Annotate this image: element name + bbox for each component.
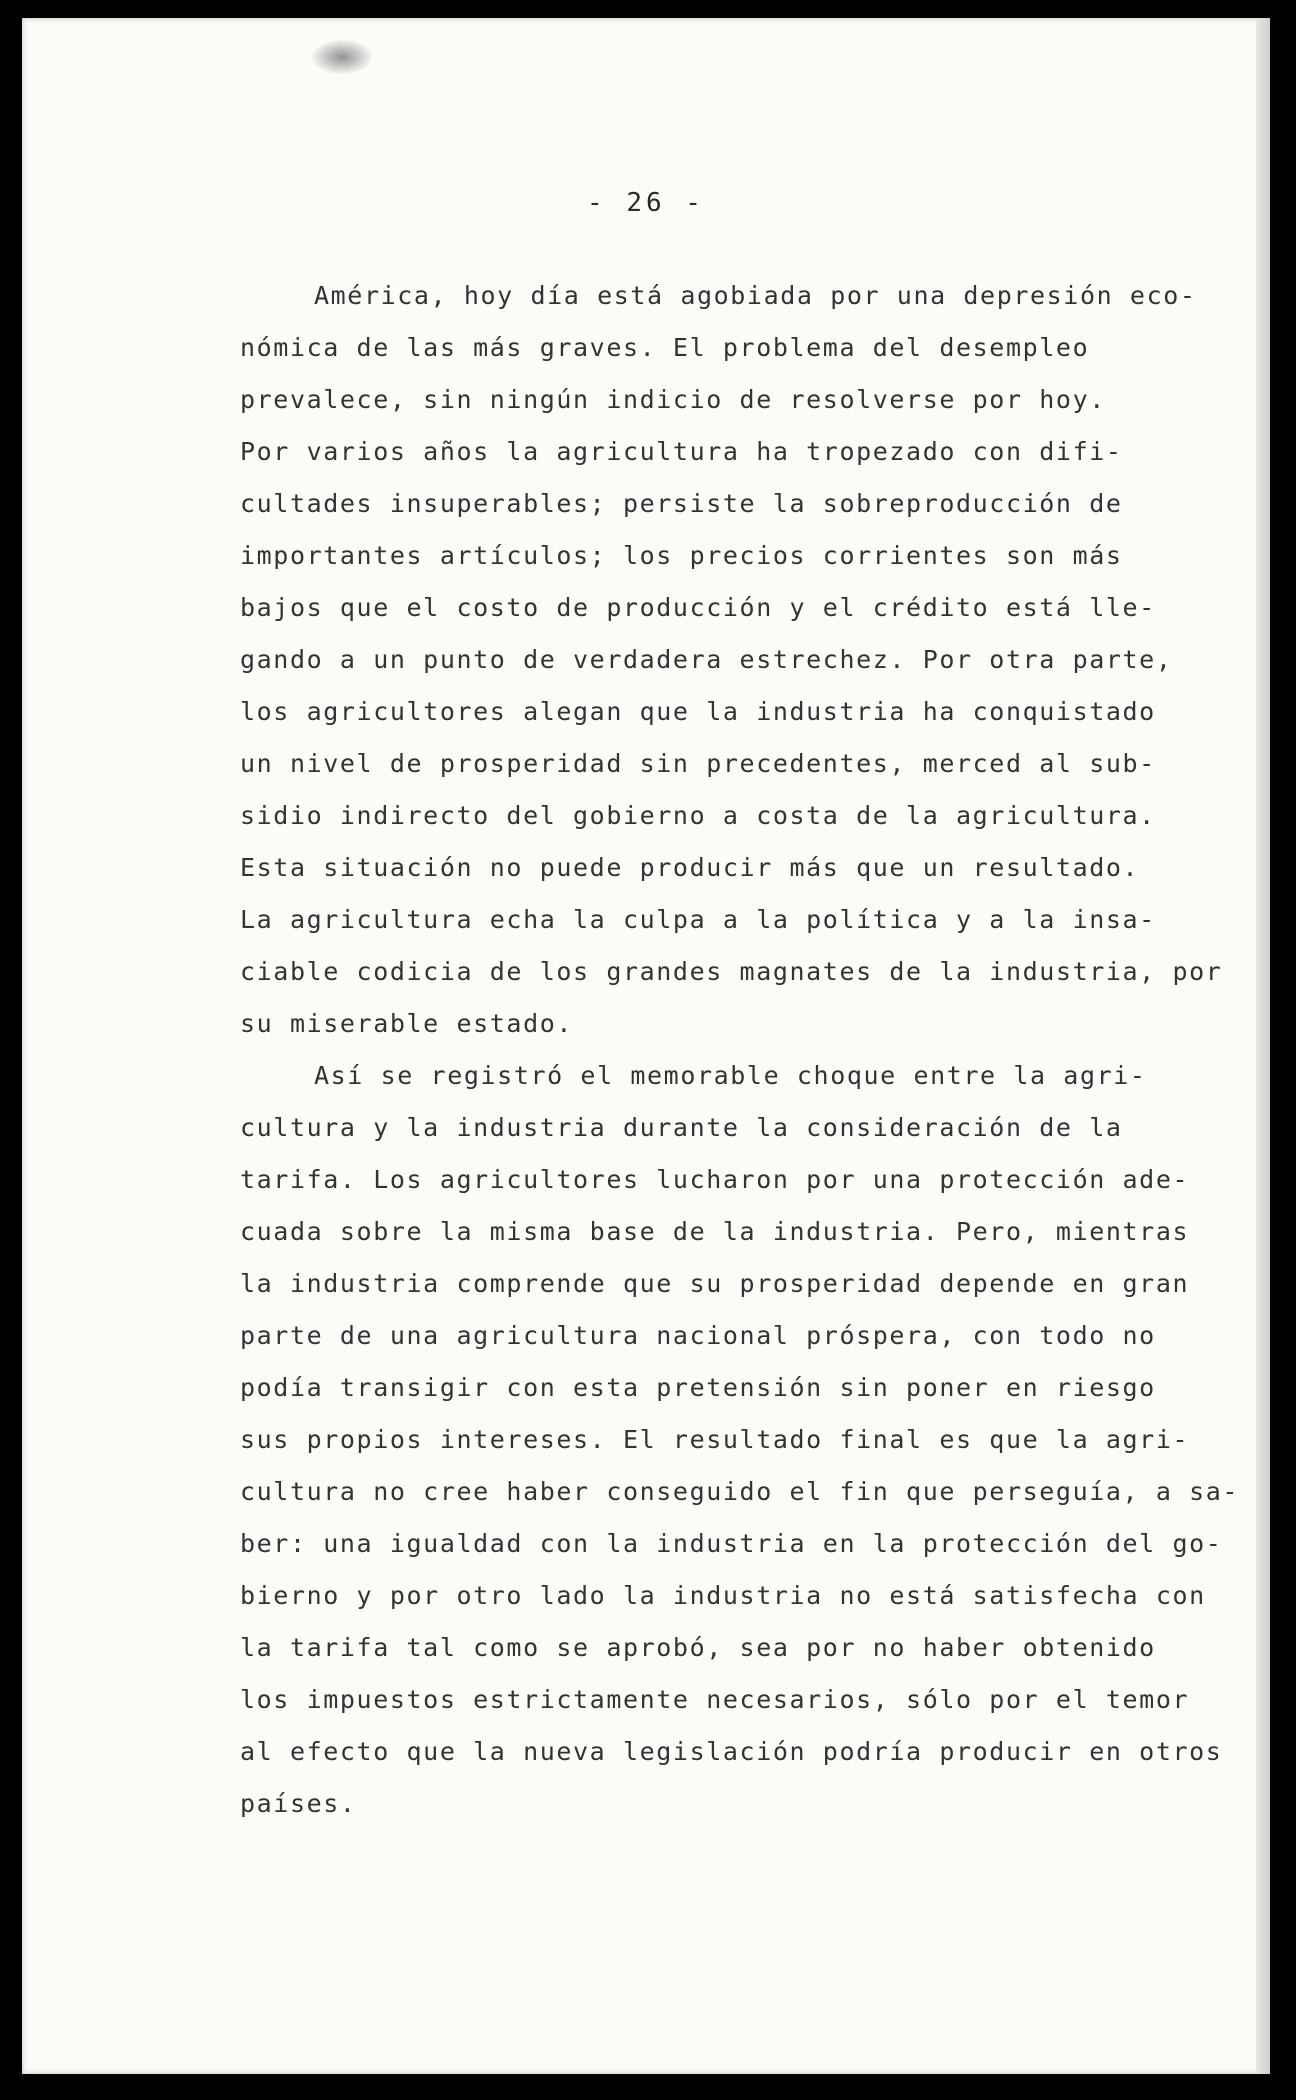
text-line: parte de una agricultura nacional próspera, con todo no [240, 1321, 1156, 1350]
text-line: cultades insuperables; persiste la sobreproducción de [240, 489, 1123, 518]
document-page [22, 18, 1270, 2074]
text-line: sidio indirecto del gobierno a costa de la agricultura. [240, 801, 1156, 830]
text-line: cultura no cree haber conseguido el fin que perseguía, a sa- [240, 1477, 1240, 1506]
text-line: podía transigir con esta pretensión sin poner en riesgo [240, 1373, 1156, 1402]
text-line: Esta situación no puede producir más que un resultado. [240, 853, 1140, 882]
text-line: ciable codicia de los grandes magnates de la industria, por [240, 957, 1223, 986]
ink-smudge [312, 40, 372, 74]
text-line: la industria comprende que su prosperidad depende en gran [240, 1269, 1190, 1298]
body-text [240, 270, 1240, 1830]
text-line: su miserable estado. [240, 1009, 574, 1038]
paragraph-1 [240, 270, 1223, 1050]
text-line: un nivel de prosperidad sin precedentes, merced al sub- [240, 749, 1156, 778]
text-line: al efecto que la nueva legislación podría producir en otros [240, 1737, 1223, 1766]
text-line: nómica de las más graves. El problema del desempleo [240, 333, 1090, 362]
page-number: - 26 - [587, 188, 705, 218]
text-line: cuada sobre la misma base de la industria. Pero, mientras [240, 1217, 1190, 1246]
text-line: tarifa. Los agricultores lucharon por una protección ade- [240, 1165, 1190, 1194]
text-line: los agricultores alegan que la industria ha conquistado [240, 697, 1156, 726]
text-line: la tarifa tal como se aprobó, sea por no haber obtenido [240, 1633, 1156, 1662]
text-line: América, hoy día está agobiada por una depresión eco- [314, 281, 1197, 310]
text-line: ber: una igualdad con la industria en la protección del go- [240, 1529, 1223, 1558]
scan-edge [1256, 18, 1270, 2074]
text-line: sus propios intereses. El resultado final es que la agri- [240, 1425, 1190, 1454]
text-line: gando a un punto de verdadera estrechez. Por otra parte, [240, 645, 1173, 674]
text-line: Así se registró el memorable choque entre la agri- [314, 1061, 1147, 1090]
text-line: países. [240, 1789, 357, 1818]
text-line: cultura y la industria durante la consideración de la [240, 1113, 1123, 1142]
text-line: bajos que el costo de producción y el crédito está lle- [240, 593, 1156, 622]
text-line: bierno y por otro lado la industria no está satisfecha con [240, 1581, 1206, 1610]
text-line: Por varios años la agricultura ha tropezado con difi- [240, 437, 1123, 466]
text-line: importantes artículos; los precios corrientes son más [240, 541, 1123, 570]
text-line: La agricultura echa la culpa a la política y a la insa- [240, 905, 1156, 934]
text-line: los impuestos estrictamente necesarios, sólo por el temor [240, 1685, 1190, 1714]
text-line: prevalece, sin ningún indicio de resolverse por hoy. [240, 385, 1106, 414]
paragraph-2 [240, 1050, 1240, 1830]
